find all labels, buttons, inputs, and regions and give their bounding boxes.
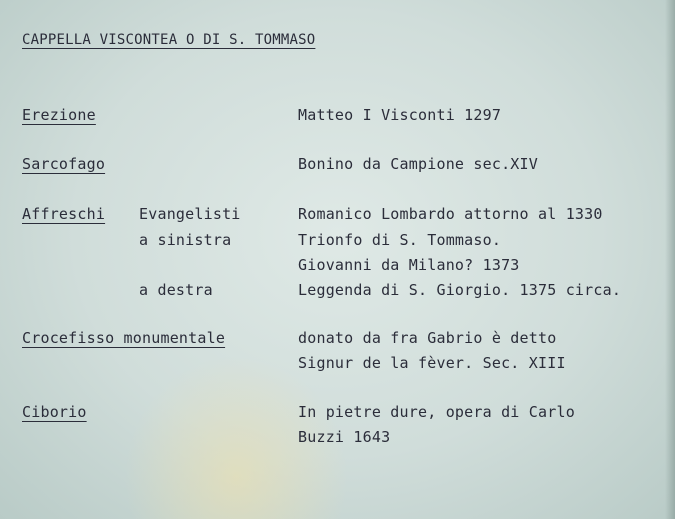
value-crocefisso-line2: Signur de la fèver. Sec. XIII xyxy=(298,354,566,372)
sub-label-a-destra: a destra xyxy=(139,281,213,299)
value-evangelisti: Romanico Lombardo attorno al 1330 xyxy=(298,205,603,223)
value-crocefisso-line1: donato da fra Gabrio è detto xyxy=(298,329,557,347)
label-erezione: Erezione xyxy=(22,106,96,124)
value-ciborio-line1: In pietre dure, opera di Carlo xyxy=(298,403,575,421)
value-sarcofago: Bonino da Campione sec.XIV xyxy=(298,155,538,173)
sub-label-evangelisti: Evangelisti xyxy=(139,205,241,223)
frame-edge xyxy=(665,0,675,519)
value-a-sinistra-2: Giovanni da Milano? 1373 xyxy=(298,256,520,274)
value-a-sinistra: Trionfo di S. Tommaso. xyxy=(298,231,502,249)
card-title: CAPPELLA VISCONTEA O DI S. TOMMASO xyxy=(22,32,316,48)
label-crocefisso: Crocefisso monumentale xyxy=(22,329,226,347)
value-a-destra: Leggenda di S. Giorgio. 1375 circa. xyxy=(298,281,622,299)
label-ciborio: Ciborio xyxy=(22,403,87,421)
sub-label-a-sinistra: a sinistra xyxy=(139,231,232,249)
label-affreschi: Affreschi xyxy=(22,205,106,223)
label-sarcofago: Sarcofago xyxy=(22,155,106,173)
value-ciborio-line2: Buzzi 1643 xyxy=(298,428,391,446)
value-erezione: Matteo I Visconti 1297 xyxy=(298,106,502,124)
